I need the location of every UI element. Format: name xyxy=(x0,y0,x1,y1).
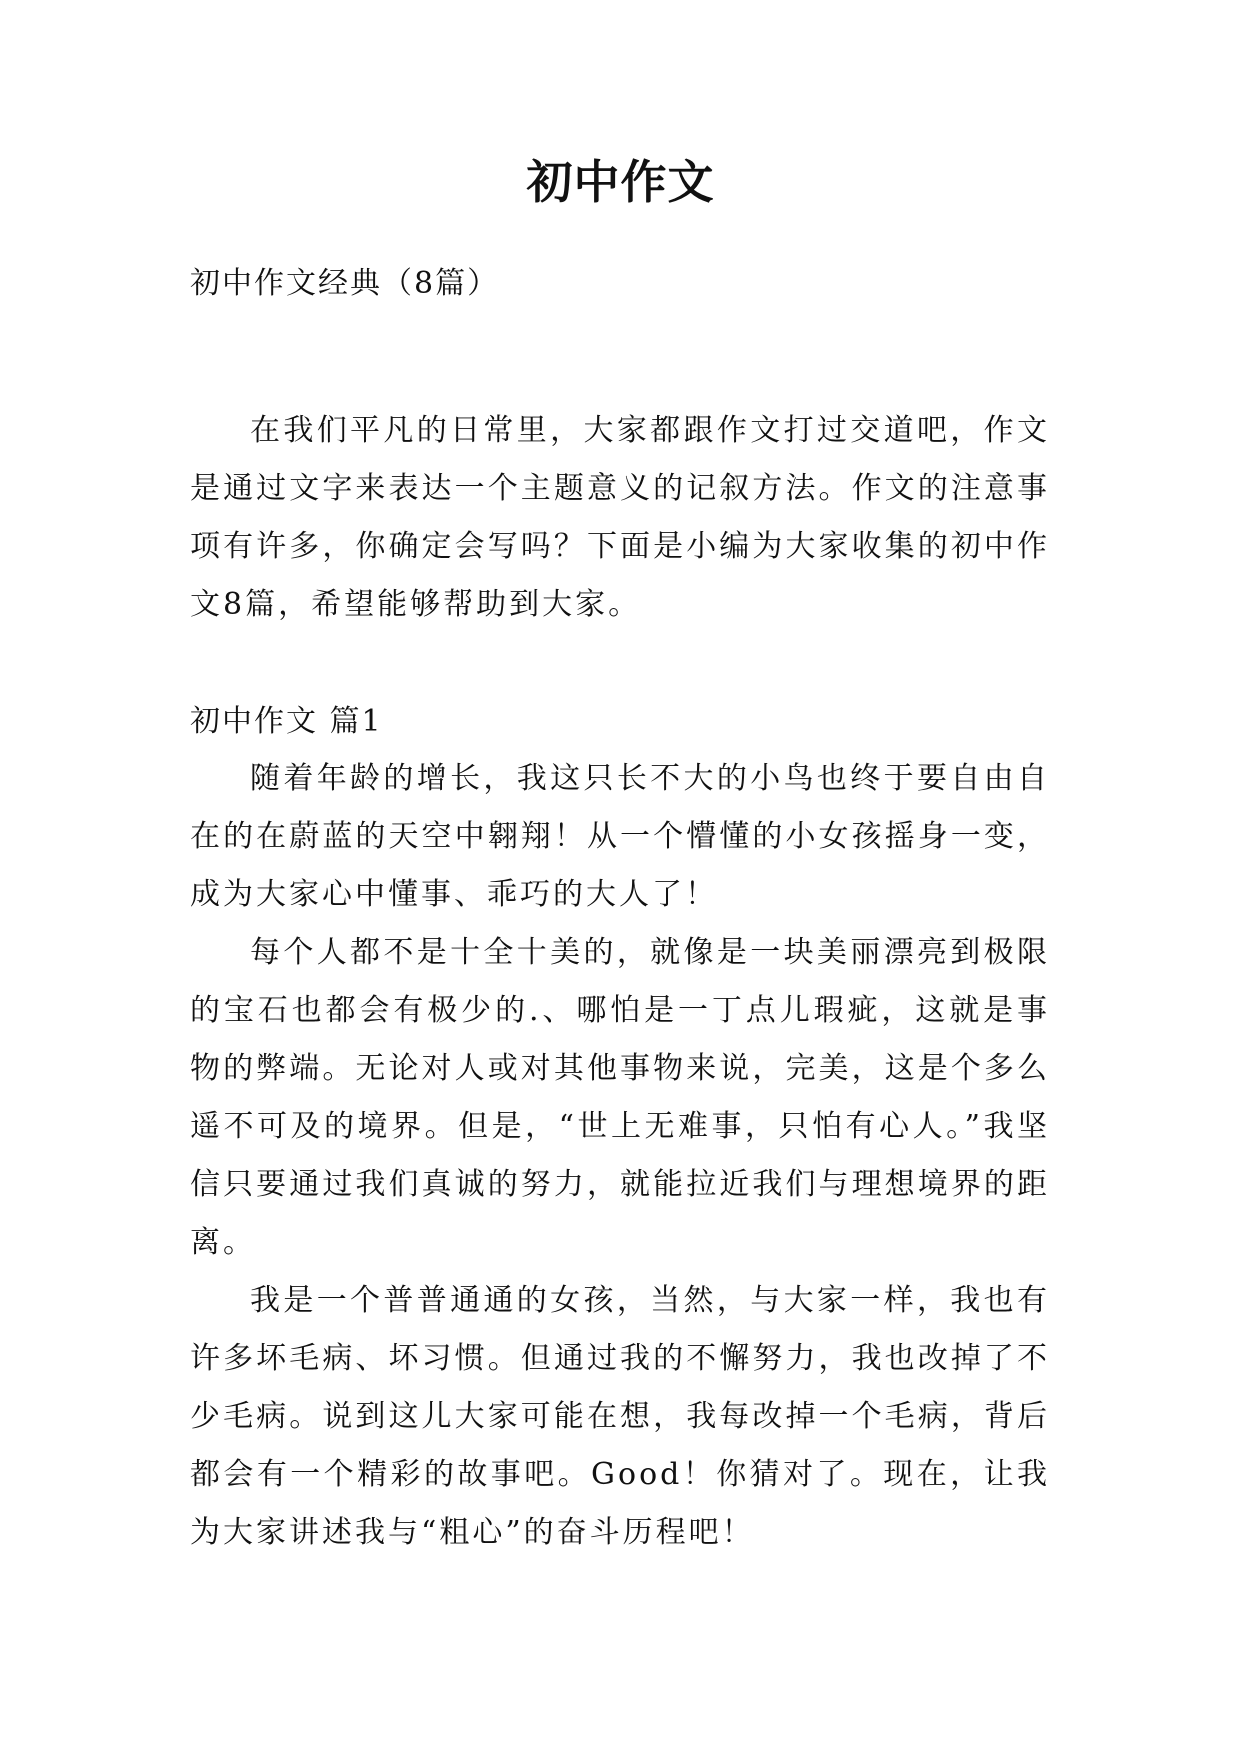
section-heading: 初中作文 篇1 xyxy=(190,704,383,739)
intro-block xyxy=(190,402,1050,634)
document-subtitle: 初中作文经典（8篇） xyxy=(190,266,500,301)
body-paragraph-1: 随着年龄的增长，我这只长不大的小鸟也终于要自由自在的在蔚蓝的天空中翱翔！从一个懵懂的小女孩摇身一变，成为大家心中懂事、乖巧的大人了！ xyxy=(190,761,1050,912)
document-title: 初中作文 xyxy=(526,155,715,209)
body-paragraph-2: 每个人都不是十全十美的，就像是一块美丽漂亮到极限的宝石也都会有极少的.、哪怕是一丁点儿瑕疵，这就是事物的弊端。无论对人或对其他事物来说，完美，这是个多么遥不可及的境界。但是，“世上无难事，只怕有心人。”我坚信只要通过我们真诚的努力，就能拉近我们与理想境界的距离。 xyxy=(190,935,1050,1260)
body-paragraph-3: 我是一个普普通通的女孩，当然，与大家一样，我也有许多坏毛病、坏习惯。但通过我的不懈努力，我也改掉了不少毛病。说到这儿大家可能在想，我每改掉一个毛病，背后都会有一个精彩的故事吧。Good！你猜对了。现在，让我为大家讲述我与“粗心”的奋斗历程吧！ xyxy=(190,1283,1050,1550)
section-body xyxy=(190,750,1050,1562)
intro-paragraph: 在我们平凡的日常里，大家都跟作文打过交道吧，作文是通过文字来表达一个主题意义的记叙方法。作文的注意事项有许多，你确定会写吗？下面是小编为大家收集的初中作文8篇，希望能够帮助到大家。 xyxy=(190,413,1050,622)
